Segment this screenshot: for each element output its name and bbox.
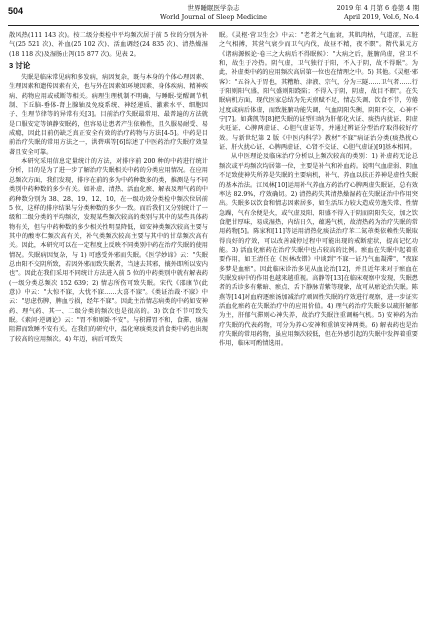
header-rule [8,25,419,26]
issue-info [337,4,419,22]
right-column [219,31,418,349]
issue-info-en: April 2019, Vol.6, No.4 [344,13,419,21]
journal-title-en: World Journal of Sleep Medicine [160,13,267,21]
left-paragraph-0: 散风热(111 143 次)。按二级分类检中平均频次居于前 5 位的分别为补气(25 521 次)、补血(25 102 次)、活血调经(24 835 次)、清热燥湿(18 118 次)及湿肠止泻(15 877 次)。见表 2。 [9,32,208,58]
page-number: 504 [8,6,24,16]
journal-title-cn: 世界睡眠医学杂志 [187,4,240,12]
right-paragraph-1: 从中医理论及临床治疗分析以上频次较高的类别：1) 补虚药无论总频次或平均频次均居第一位，主要是补气和补血药。说明气血虚弱、阴血不足致使神失所养是失眠的主要病机，补气、养血以扶正养神是虚性失眠的基本治法。江凤林[10]运用补气养血方药治疗心脾两虚失眠证，总有效率达 82.9%，疗效确切。2) 清热药失其清热燥湿药在失眠证治中作用突出。失眠多以饮食和情志因素居多，如生活压力较大造成劳逸失常、性情急躁，气有余便是火，或气虚及阳、阳盛不得入于阴而阴阳失交，加之饮食肥甘厚味，易成湿热，内结日久，蕴遏气机，故清热药为治疗失眠的常用药物[5]。陈家和[11]等运用清热化痰法治疗苯二氮䓬类依赖性失眠取得良好的疗效，可以改善减停过程中可能出现的戒断症状，提高记忆功能。3) 活血化瘀药在治疗失眠中也占较高的比例。瘀血在失眠中起着重要作用，如王清任在《医林改错》中谈到"不寐一证乃气血凝滞"，"夜寐多梦是血瘀"。因此临床诊治多见从血论治[12]，并且近年来对于瘀血在失眠发病中的作用也越来越重视。高静等[13]在临床观察中发现，失眠患者的舌诊多有紫暗、瘀点、舌下静脉青紫等现象，故可从瘀论治失眠。陈燕等[14]对血府逐瘀汤加减治疗顽固性失眠的疗效进行观察，进一步证实活血化瘀药在失眠治疗中的应用价值。4) 理气药治疗失眠多以疏肝解郁为主，肝郁气滞则心神失养，故治疗失眠注重调畅气机。5) 安神药为治疗失眠的代表药物，可分为养心安神和重镇安神两类。6) 解表药也是治疗失眠的常用药物，虽应用频次较低，但在外感引起的失眠中发挥着重要作用，临床可酌情选用。 [219,153,418,348]
right-paragraph-0: 眠。《灵枢·营卫生会》中云："老者之气血衰，其肌肉枯，气道涩，五脏之气相搏，其营气衰少而卫气内伐，故昼不精，夜不瞑"。隋代巢元方《诸病源候论·卷三之大病后不得眠候》："大病之后，脏腑尚虚，营卫不和，故生于冷热。阴气虚，卫气独行于阳，不入于阴，故不得眠"。为此，补虚类中药的应用频次高居第一位也在情理之中。5) 其他。《灵枢·邪客》："五谷入于胃也，其糟粕、津液、宗气，分为三隧……卫气者……行于阳则阳气盛，阳气盛则阳跷陷；不得入于阴，阴虚，故目不瞑"。在失眠病机方面，现代医家总结为先天禀赋不足，情志失调、饮食不节，劳倦过度或病后体虚，而致脏腑功能失调，气血阴阳失衡，阴阳不交、心神不宁[7]。如龚凯等[8]把失眠的证型归纳为肝郁化火证、痰热内扰证、阴虚火旺证、心脾两虚证、心胆气虚证等，并通过辨证分型治疗取得较好疗效。与新世纪第 2 版《中医内科学》教材"不寐"病证治分类(痰热扰心证、肝火扰心证、心脾两虚证、心肾不交证、心胆气虚证)[9]基本相同。 [219,32,418,152]
left-paragraph-2: 本研究采用信息定量统计的方法，对排序前 200 种的中药进行统计分析，目的是为了进一步了解治疗失眠相关中药的分类应用情况。在应用总频次方面，我们发现，排序在前的多为中药种数多的类，推测是与不同类别中药种数的多少有关。如补虚、清热、活血化瘀、解表及理气药的中药种数分别为 38、28、19、12、10，在一级功效分类检中频次位居前 5 位，这样的排序结果与分类种数的多少一致。而后我们又分别统计了一级和二级分类的平均频次，发现某些频次较高的类别与其中的某些具体药物有关，但与中药种数的多少相关性明显降低，如安神类频次较高主要与其中的酸枣仁频次高有关，补气类频次较高主要与其中的甘草频次高有关。因此，本研究可以在一定程度上反映不同类别中药在治疗失眠的使用情况。失眠病因复杂，与 1) 可感受外邪而失眠。《医学妙谛》云："失眠总由阳不交阴所致，若因外邪而致失眠者，当速去其邪，攘外即所以安内也"。因此在我们采用不同统计方法进入前 5 位的中药类别中就有解表药(一级分类总频次 152 639；2) 情志所伤可致失眠。宋代《邵康节(此意)》中云："大惊不寐，大忧不寐……大喜不寐"。《类证治裁·不寐》中云："思虑伤脾，脾血亏损，经年不寐"。因此主治情志病类的中药如安神药、理气药、其一、二级分类的频次也是很高的。3) 饮食不节可致失眠。《素问·逆调论》云："胃不和则卧不安"。与积滞胃不和，食滞、痰湿阻滞而致睡不安有关。在我们的研究中，温化寒痰类及消食类中药也出现了较高的应用频次。4) 年迈，病后可致失 [9,158,208,343]
left-paragraph-1: 失眠是临床常见病和多发病，病因复杂，既与本身的个体心理因素、生理因素和遗传因素有关，也与外在因素如环境因素、身体疾病、精神疾病、药物应用或戒断等相关。病理生理机制不明确，与睡眠-觉醒调节机制、下丘脑-垂体-肾上腺轴及免疫系统、神经递质、激素水平、细胞因子、生理节律等的异常有关[3]。目前治疗失眠最常用、最普遍的方法就是口服安定等镇静安眠药，但容易让患者产生依赖性，且久服易耐受、易成瘾，因此目前仍缺乏真正安全有效的治疗药物与方法[4-5]。中药是目前治疗失眠的常用方法之一，洪碧琪等[6]综述了中医药治疗失眠疗效显著且安全可靠。 [9,74,208,156]
section-heading-discussion: 3 讨论 [9,61,31,71]
left-column [9,31,208,344]
issue-info-cn: 2019 年 4 月第 6 卷第 4 期 [336,4,419,12]
